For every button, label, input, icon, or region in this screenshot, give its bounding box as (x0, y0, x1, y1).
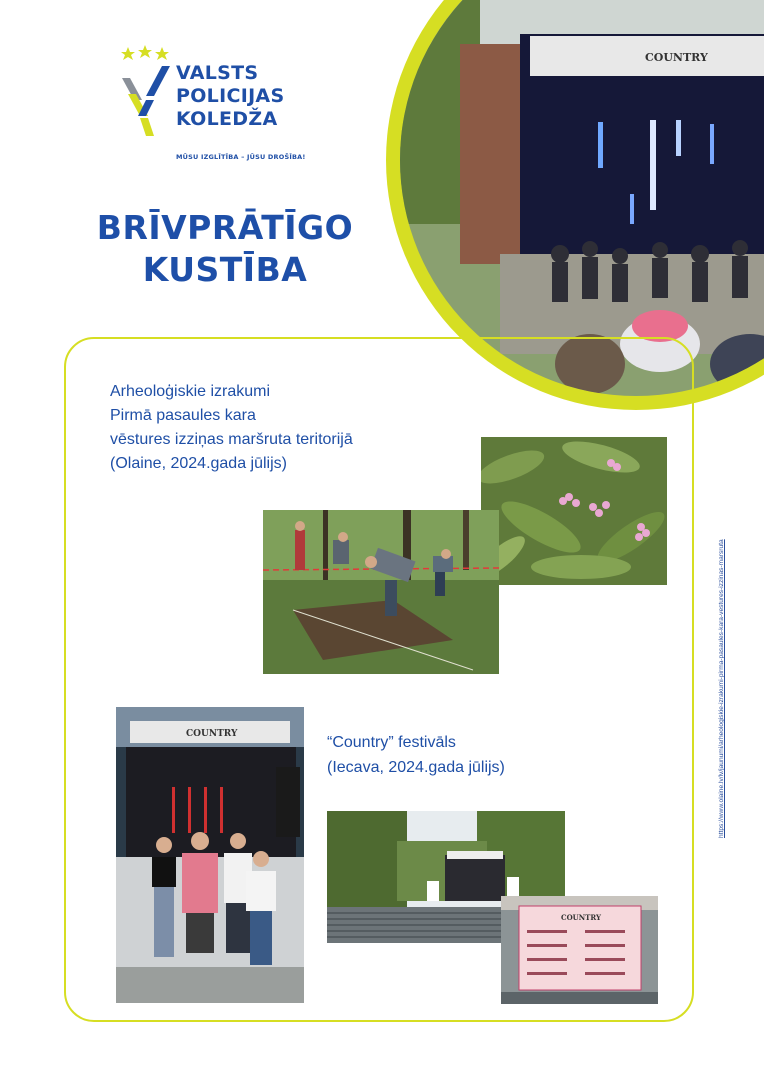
excavation-caption (110, 380, 353, 476)
logo-tagline: MŪSU IZGLĪTĪBA – JŪSU DROŠĪBA! (176, 153, 306, 161)
flowers-photo (481, 437, 667, 585)
page-title (60, 207, 390, 291)
stage-banner-text: COUNTRY (645, 51, 708, 64)
college-logo-emblem (118, 44, 172, 140)
festival-caption (327, 730, 505, 780)
caption-line: (Iecava, 2024.gada jūlijs) (327, 759, 505, 776)
college-name-line: POLICIJAS (176, 85, 285, 107)
college-name (176, 62, 284, 131)
excavation-photo (263, 510, 499, 674)
volunteers-group-photo (116, 707, 304, 1003)
source-link[interactable]: https://www.olaine.lv/lv/jaunumi/arheologiskie-izrakumi-pirma-pasaules-kara-vestures-izzinas-marsruta (718, 539, 725, 838)
page-title-line: BRĪVPRĀTĪGO (96, 208, 354, 247)
stage-banner-text: COUNTRY (561, 913, 601, 922)
festival-program-sign-photo (501, 896, 658, 1004)
caption-line: (Olaine, 2024.gada jūlijs) (110, 455, 287, 472)
caption-line: Pirmā pasaules kara (110, 407, 256, 424)
stage-banner-text: COUNTRY (186, 729, 238, 739)
college-name-line: VALSTS (176, 62, 259, 84)
caption-line: vēstures izziņas maršruta teritorijā (110, 431, 353, 448)
caption-line: “Country” festivāls (327, 734, 456, 751)
college-name-line: KOLEDŽA (176, 108, 278, 130)
caption-line: Arheoloģiskie izrakumi (110, 383, 271, 400)
page-title-line: KUSTĪBA (142, 250, 308, 289)
